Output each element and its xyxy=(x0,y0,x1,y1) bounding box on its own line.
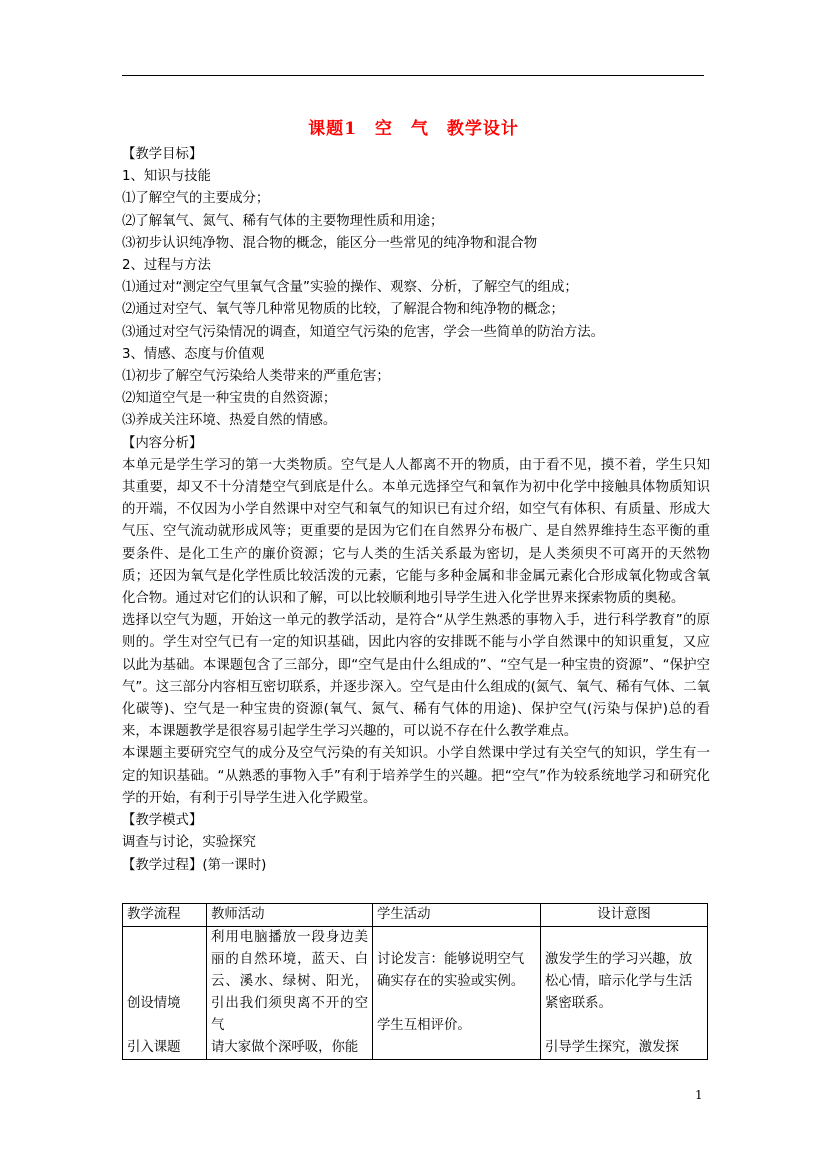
header-cell: 教师活动 xyxy=(207,904,373,927)
table-row xyxy=(123,927,708,1060)
analysis-heading: 【内容分析】 xyxy=(122,435,203,451)
teacher-activity: 利用电脑播放一段身边美丽的自然环境，蓝天、白云、溪水、绿树、阳光，引出我们须臾离不开的空气 xyxy=(211,930,368,1033)
document-body xyxy=(122,144,710,877)
emotion-heading: 3、情感、态度与价值观 xyxy=(122,346,265,362)
emotion-item: ⑵知道空气是一种宝贵的自然资源； xyxy=(122,391,337,407)
knowledge-item: ⑴了解空气的主要成分； xyxy=(122,191,270,207)
process-item: ⑴通过对“测定空气里氧气含量”实验的操作、观察、分析，了解空气的组成； xyxy=(122,280,578,296)
header-cell: 学生活动 xyxy=(373,904,541,927)
flow-label: 引入课题 xyxy=(127,1040,181,1055)
student-cell xyxy=(373,927,541,1060)
mode-text: 调查与讨论，实验探究 xyxy=(122,835,256,851)
emotion-item: ⑶养成关注环境、热爱自然的情感。 xyxy=(122,413,337,429)
header-rule xyxy=(122,75,704,76)
analysis-paragraph: 本课题主要研究空气的成分及空气污染的有关知识。小学自然课中学过有关空气的知识，学生有一定的知识基础。“从熟悉的事物入手”有利于培养学生的兴趣。把“空气”作为较系统地学习和研究化学的开始，有利于引导学生进入化学殿堂。 xyxy=(122,746,710,806)
emotion-item: ⑴初步了解空气污染给人类带来的严重危害； xyxy=(122,369,390,385)
student-activity: 讨论发言：能够说明空气确实存在的实验或实例。 xyxy=(377,952,525,989)
header-cell: 教学流程 xyxy=(123,904,207,927)
flow-cell xyxy=(123,927,207,1060)
flow-label: 创设情境 xyxy=(127,996,181,1011)
table-header-row xyxy=(123,904,708,927)
student-activity: 学生互相评价。 xyxy=(377,1018,471,1033)
design-intent: 引导学生探究，激发探 xyxy=(545,1040,679,1055)
analysis-paragraph: 选择以空气为题，开始这一单元的教学活动，是符合“从学生熟悉的事物入手，进行科学教育”的原则的。学生对空气已有一定的知识基础，因此内容的安排既不能与小学自然课中的知识重复，又应以此为基础。本课题包含了三部分，即“空气是由什么组成的”、“空气是一种宝贵的资源”、“保护空气”。这三部分内容相互密切联系，并逐步深入。空气是由什么组成的(氮气、氧气、稀有气体、二氧化碳等)、空气是一种宝贵的资源(氧气、氮气、稀有气体的用途)、保护空气(污染与保护)总的看来，本课题教学是很容易引起学生学习兴趣的，可以说不存在什么教学难点。 xyxy=(122,613,710,740)
intent-cell xyxy=(541,927,708,1060)
page-title: 课题1 空 气 教学设计 xyxy=(308,119,519,139)
process-heading: 2、过程与方法 xyxy=(122,258,211,274)
process-item: ⑵通过对空气、氧气等几种常见物质的比较，了解混合物和纯净物的概念； xyxy=(122,302,564,318)
knowledge-item: ⑵了解氧气、氮气、稀有气体的主要物理性质和用途； xyxy=(122,213,444,229)
knowledge-heading: 1、知识与技能 xyxy=(122,169,211,185)
procedure-table xyxy=(122,903,708,1060)
knowledge-item: ⑶初步认识纯净物、混合物的概念，能区分一些常见的纯净物和混合物 xyxy=(122,235,538,251)
design-intent: 激发学生的学习兴趣，放松心情，暗示化学与生活紧密联系。 xyxy=(545,952,693,1011)
process-item: ⑶通过对空气污染情况的调查，知道空气污染的危害，学会一些简单的防治方法。 xyxy=(122,324,605,340)
header-cell: 设计意图 xyxy=(541,904,708,927)
analysis-paragraph: 本单元是学生学习的第一大类物质。空气是人人都离不开的物质，由于看不见，摸不着，学生只知其重要，却又不十分清楚空气到底是什么。本单元选择空气和氧作为初中化学中接触具体物质知识的开端，不仅因为小学自然课中对空气和氧气的知识已有过介绍，如空气有体积、有质量、形成大气压、空气流动就形成风等；更重要的是因为它们在自然界分布极广、是自然界维持生态平衡的重要条件、是化工生产的廉价资源；它与人类的生活关系最为密切，是人类须臾不可离开的天然物质；还因为氧气是化学性质比较活泼的元素，它能与多种金属和非金属元素化合形成氧化物或含氧化合物。通过对它们的认识和了解，可以比较顺利地引导学生进入化学世界来探索物质的奥秘。 xyxy=(122,457,710,607)
procedure-heading-line xyxy=(122,855,710,877)
teacher-cell xyxy=(207,927,373,1060)
goals-heading: 【教学目标】 xyxy=(122,147,203,162)
mode-heading: 【教学模式】 xyxy=(122,813,203,829)
teacher-activity: 请大家做个深呼吸，你能 xyxy=(211,1040,359,1055)
procedure-heading: 【教学过程】 xyxy=(122,857,203,873)
procedure-note: (第一课时) xyxy=(202,857,267,873)
page-number: 1 xyxy=(695,1088,703,1102)
